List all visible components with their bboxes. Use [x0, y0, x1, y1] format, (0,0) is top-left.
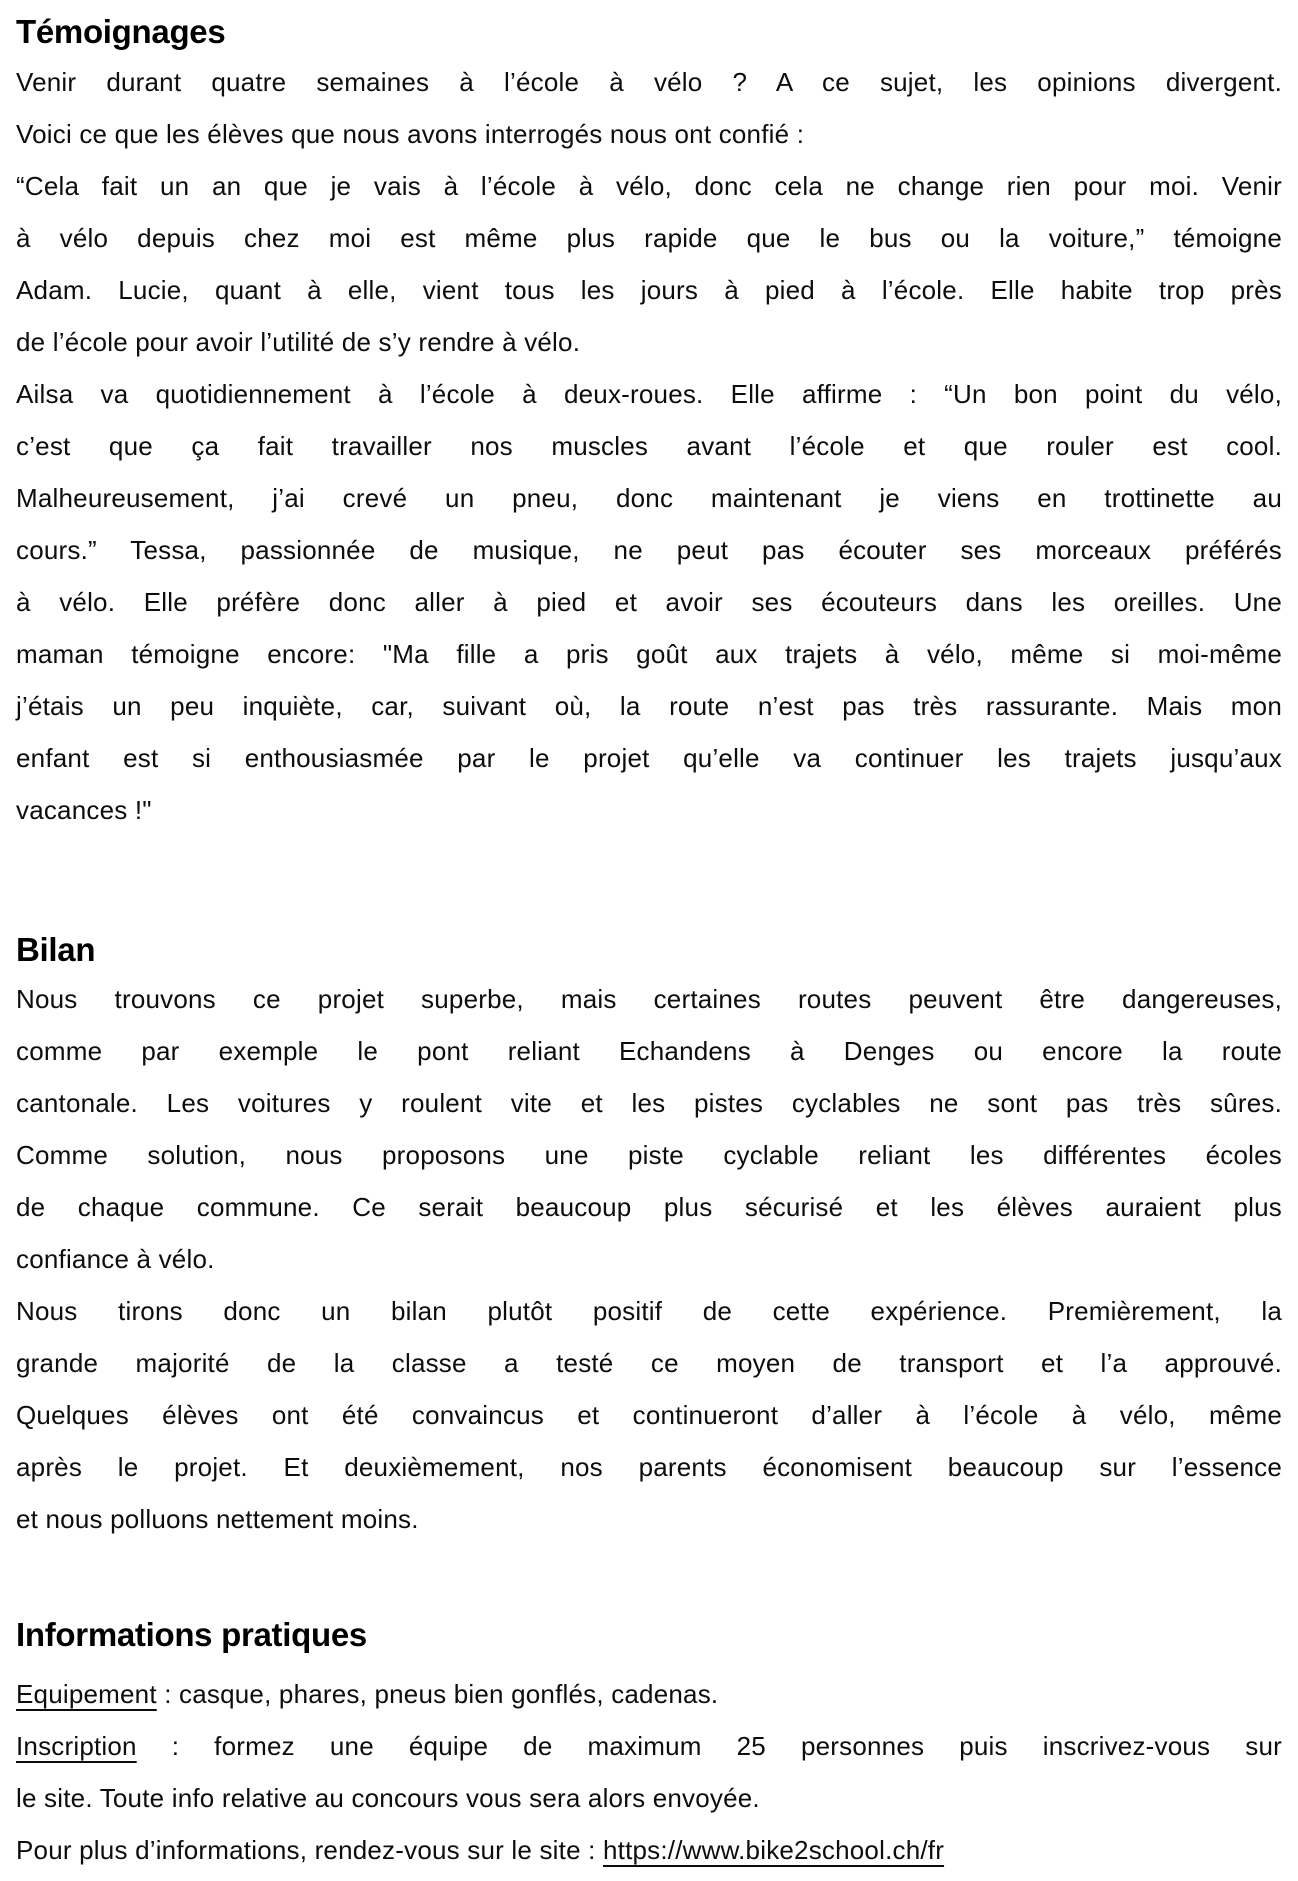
text-line: “Cela fait un an que je vais à l’école à vélo, donc cela ne change rien pour moi. Venir: [16, 171, 1282, 201]
section-temoignages: [16, 0, 1282, 836]
text-line: confiance à vélo.: [16, 1244, 215, 1274]
temoignages-heading: Témoignages: [16, 13, 226, 50]
text-line: et nous polluons nettement moins.: [16, 1504, 419, 1534]
section-informations-pratiques: [16, 1615, 1282, 1876]
inscription-label: Inscription: [16, 1731, 137, 1761]
text-line: Comme solution, nous proposons une piste cyclable reliant les différentes écoles: [16, 1140, 1282, 1170]
text-line: à vélo. Elle préfère donc aller à pied et avoir ses écouteurs dans les oreilles. Une: [16, 587, 1282, 617]
bilan-heading: Bilan: [16, 931, 96, 968]
text-line: cours.” Tessa, passionnée de musique, ne peut pas écouter ses morceaux préférés: [16, 535, 1282, 565]
bike2school-link[interactable]: https://www.bike2school.ch/fr: [603, 1835, 945, 1865]
text-line: Adam. Lucie, quant à elle, vient tous les jours à pied à l’école. Elle habite trop près: [16, 275, 1282, 305]
text-line: vacances !": [16, 795, 152, 825]
text-line: Quelques élèves ont été convaincus et continueront d’aller à l’école à vélo, même: [16, 1400, 1282, 1430]
text-line: de l’école pour avoir l’utilité de s’y rendre à vélo.: [16, 327, 581, 357]
text-line: j’étais un peu inquiète, car, suivant où, la route n’est pas très rassurante. Mais mon: [16, 691, 1282, 721]
text-line: grande majorité de la classe a testé ce moyen de transport et l’a approuvé.: [16, 1348, 1282, 1378]
text-line: enfant est si enthousiasmée par le projet qu’elle va continuer les trajets jusqu’aux: [16, 743, 1282, 773]
text-line: de chaque commune. Ce serait beaucoup plus sécurisé et les élèves auraient plus: [16, 1192, 1282, 1222]
section-bilan: [16, 930, 1282, 1545]
text-line: après le projet. Et deuxièmement, nos parents économisent beaucoup sur l’essence: [16, 1452, 1282, 1482]
text-line: à vélo depuis chez moi est même plus rapide que le bus ou la voiture,” témoigne: [16, 223, 1282, 253]
text-line: Nous trouvons ce projet superbe, mais certaines routes peuvent être dangereuses,: [16, 984, 1282, 1014]
text-line: Equipement : casque, phares, pneus bien gonflés, cadenas.: [16, 1679, 719, 1709]
text-line: Malheureusement, j’ai crevé un pneu, donc maintenant je viens en trottinette au: [16, 483, 1282, 513]
text-line: maman témoigne encore: "Ma fille a pris goût aux trajets à vélo, même si moi-même: [16, 639, 1282, 669]
text-line: comme par exemple le pont reliant Echandens à Denges ou encore la route: [16, 1036, 1282, 1066]
text-line: Venir durant quatre semaines à l’école à vélo ? A ce sujet, les opinions divergent.: [16, 67, 1282, 97]
temoignages-text: [16, 56, 1282, 836]
bilan-text: [16, 973, 1282, 1545]
text-line: Voici ce que les élèves que nous avons interrogés nous ont confié :: [16, 119, 805, 149]
text-line: Pour plus d’informations, rendez-vous sur le site : https://www.bike2school.ch/fr: [16, 1835, 945, 1865]
informations-pratiques-heading: Informations pratiques: [16, 1616, 367, 1653]
text-line: c’est que ça fait travailler nos muscles avant l’école et que rouler est cool.: [16, 431, 1282, 461]
text-line: Nous tirons donc un bilan plutôt positif de cette expérience. Premièrement, la: [16, 1296, 1282, 1326]
text-line: Inscription : formez une équipe de maximum 25 personnes puis inscrivez-vous sur: [16, 1731, 1282, 1761]
equipement-label: Equipement: [16, 1679, 157, 1709]
text-line: Ailsa va quotidiennement à l’école à deux-roues. Elle affirme : “Un bon point du vélo,: [16, 379, 1282, 409]
informations-text: [16, 1668, 1282, 1876]
text-line: le site. Toute info relative au concours vous sera alors envoyée.: [16, 1783, 760, 1813]
text-line: cantonale. Les voitures y roulent vite et les pistes cyclables ne sont pas très sûres.: [16, 1088, 1282, 1118]
